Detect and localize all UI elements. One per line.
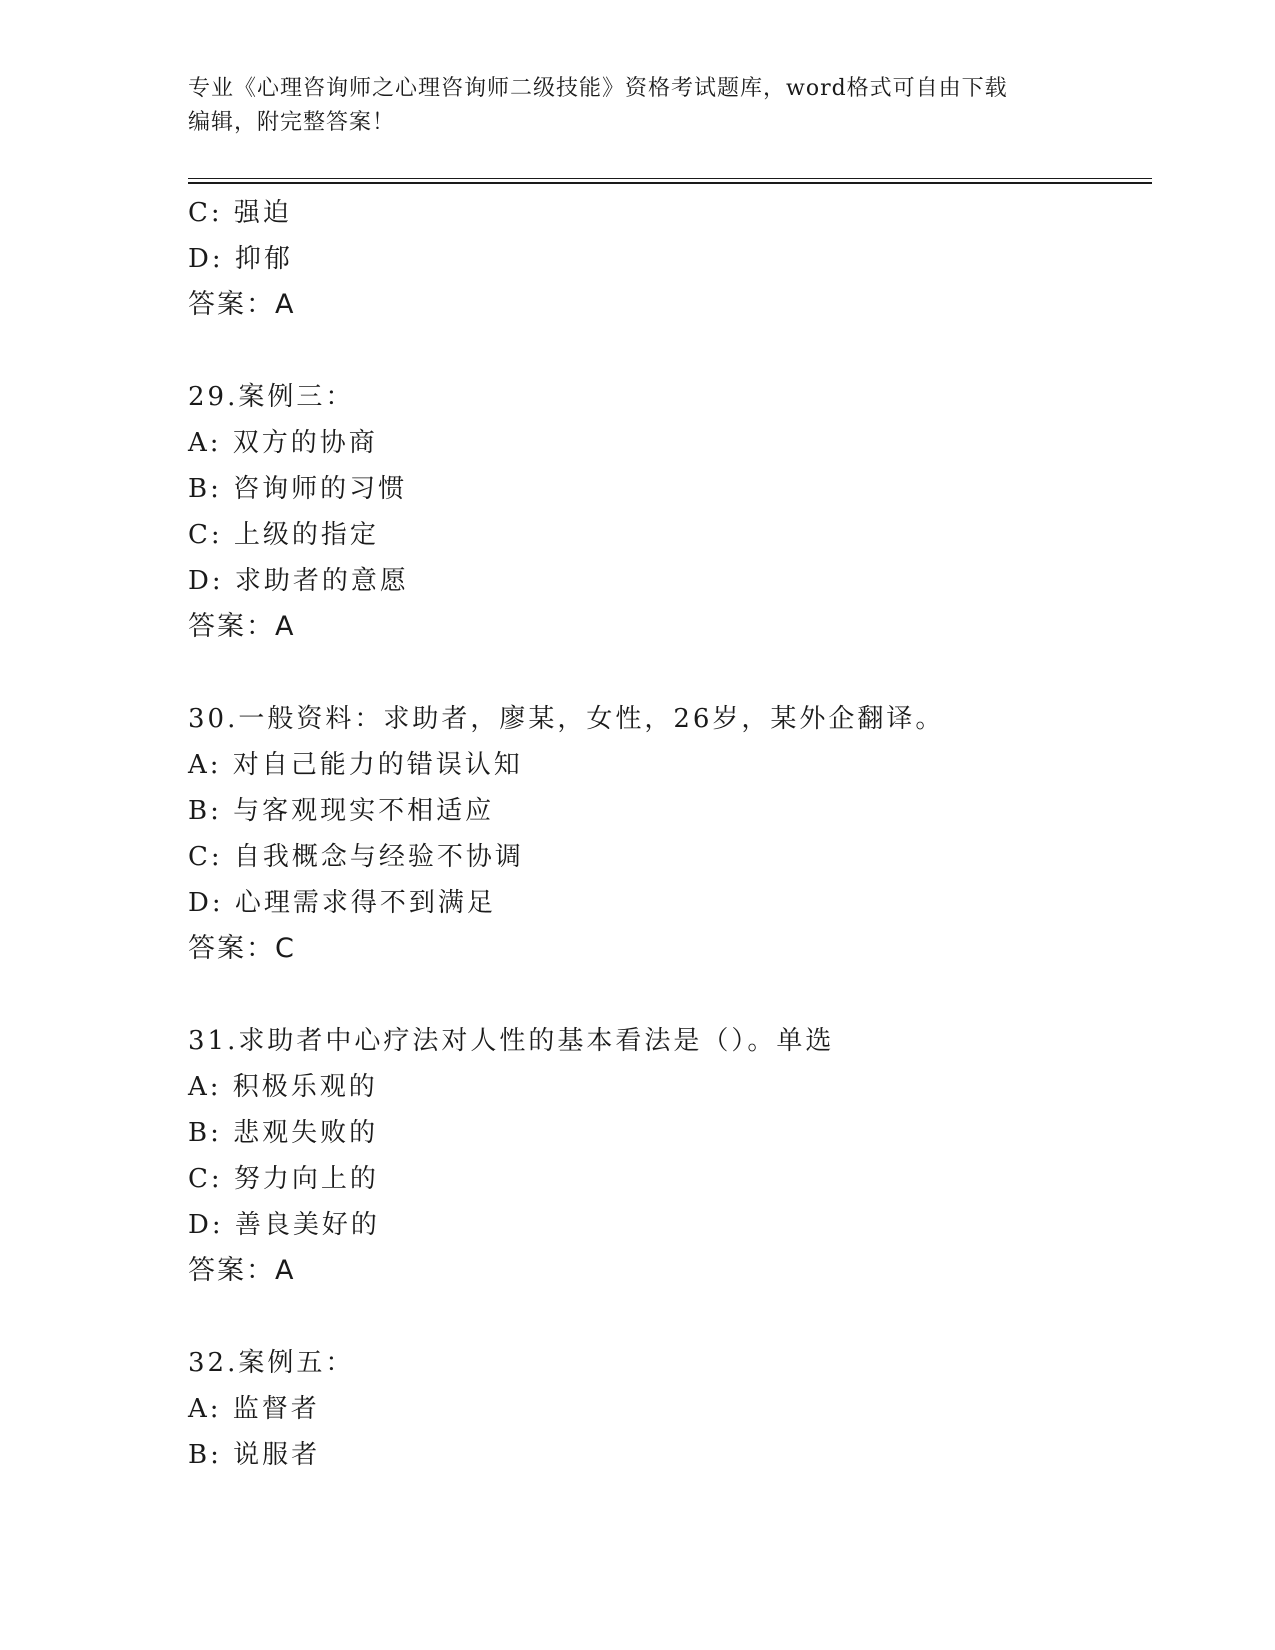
answer-value: C [275,933,296,964]
option-d: D: 抑郁 [188,244,293,274]
question-stem: 31.求助者中心疗法对人性的基本看法是（）。单选 [188,1026,835,1056]
option-d: D: 求助者的意愿 [188,566,409,596]
answer-label: 答案： [188,289,275,320]
answer-value: A [275,611,296,642]
answer-line [188,604,1148,650]
answer-value: A [275,1255,296,1286]
header-divider-thick [188,182,1152,184]
option-b: B: 悲观失败的 [188,1118,379,1148]
option-a: A: 监督者 [188,1394,320,1424]
option-a: A: 双方的协商 [188,428,378,458]
option-c: C: 努力向上的 [188,1164,379,1194]
answer-line [188,282,1148,328]
option-c: C: 上级的指定 [188,520,379,550]
question-list [188,190,1148,1478]
header-divider-thin [188,178,1152,179]
option-b: B: 与客观现实不相适应 [188,796,495,826]
question-stem: 29.案例三： [188,382,355,412]
option-d: D: 心理需求得不到满足 [188,888,496,918]
header-line-1: 专业《心理咨询师之心理咨询师二级技能》资格考试题库，word格式可自由下载 [188,76,1008,101]
question-stem: 30.一般资料：求助者，廖某，女性，26岁，某外企翻译。 [188,704,945,734]
question-30 [188,696,1148,972]
question-32 [188,1340,1148,1478]
question-29 [188,374,1148,650]
question-fragment [188,190,1148,328]
option-a: A: 对自己能力的错误认知 [188,750,523,780]
option-d: D: 善良美好的 [188,1210,380,1240]
answer-line [188,926,1148,972]
document-header [188,72,1088,140]
option-c: C: 自我概念与经验不协调 [188,842,524,872]
header-line-2: 编辑，附完整答案！ [188,110,396,135]
option-b: B: 说服者 [188,1440,321,1470]
option-c: C: 强迫 [188,198,292,228]
question-stem: 32.案例五： [188,1348,355,1378]
answer-line [188,1248,1148,1294]
question-31 [188,1018,1148,1294]
answer-label: 答案： [188,1255,275,1286]
answer-label: 答案： [188,611,275,642]
option-a: A: 积极乐观的 [188,1072,378,1102]
option-b: B: 咨询师的习惯 [188,474,408,504]
answer-label: 答案： [188,933,275,964]
answer-value: A [275,289,296,320]
